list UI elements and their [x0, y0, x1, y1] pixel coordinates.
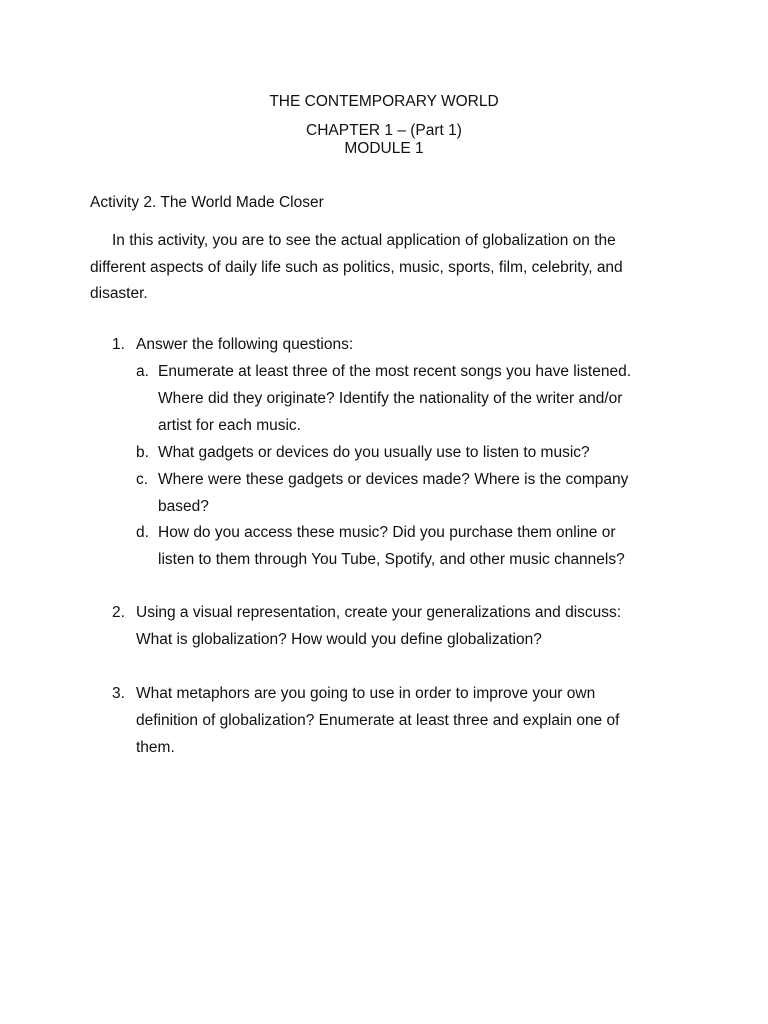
question-line: Using a visual representation, create your generalizations and discuss:: [136, 604, 622, 621]
subquestion-line: Where did they originate? Identify the nationality of the writer and/or: [158, 389, 623, 407]
subquestion-line: Enumerate at least three of the most recent songs you have listened.: [158, 363, 632, 380]
subquestion-letter: b.: [136, 444, 149, 461]
question-line: definition of globalization? Enumerate at least three and explain one of: [136, 711, 620, 729]
subquestion-letter: c.: [136, 471, 149, 488]
intro-line-1: In this activity, you are to see the actual application of globalization on the: [112, 232, 616, 249]
activity-heading: Activity 2. The World Made Closer: [90, 194, 324, 211]
chapter-heading: CHAPTER 1 – (Part 1): [306, 122, 462, 139]
question-text: Answer the following questions:: [136, 336, 354, 353]
subquestion-letter: d.: [136, 524, 149, 541]
subquestion-line: What gadgets or devices do you usually use to listen to music?: [158, 444, 590, 461]
subquestion-line: based?: [158, 497, 209, 515]
question-line: What metaphors are you going to use in order to improve your own: [136, 685, 596, 702]
question-line: them.: [136, 738, 175, 756]
question-number: 3.: [112, 685, 125, 702]
module-heading: MODULE 1: [344, 140, 424, 157]
subquestion-line: Where were these gadgets or devices made? Where is the company: [158, 471, 629, 488]
subquestion-line: listen to them through You Tube, Spotify, and other music channels?: [158, 550, 625, 568]
question-number: 1.: [112, 336, 125, 353]
question-line: What is globalization? How would you define globalization?: [136, 630, 542, 648]
subquestion-line: artist for each music.: [158, 416, 301, 434]
subquestion-letter: a.: [136, 363, 149, 380]
intro-line-2: different aspects of daily life such as politics, music, sports, film, celebrity, and: [90, 258, 623, 276]
document-title: THE CONTEMPORARY WORLD: [269, 93, 499, 110]
question-number: 2.: [112, 604, 125, 621]
intro-line-3: disaster.: [90, 285, 148, 302]
activity-intro: [90, 228, 690, 308]
subquestion-line: How do you access these music? Did you purchase them online or: [158, 524, 616, 541]
